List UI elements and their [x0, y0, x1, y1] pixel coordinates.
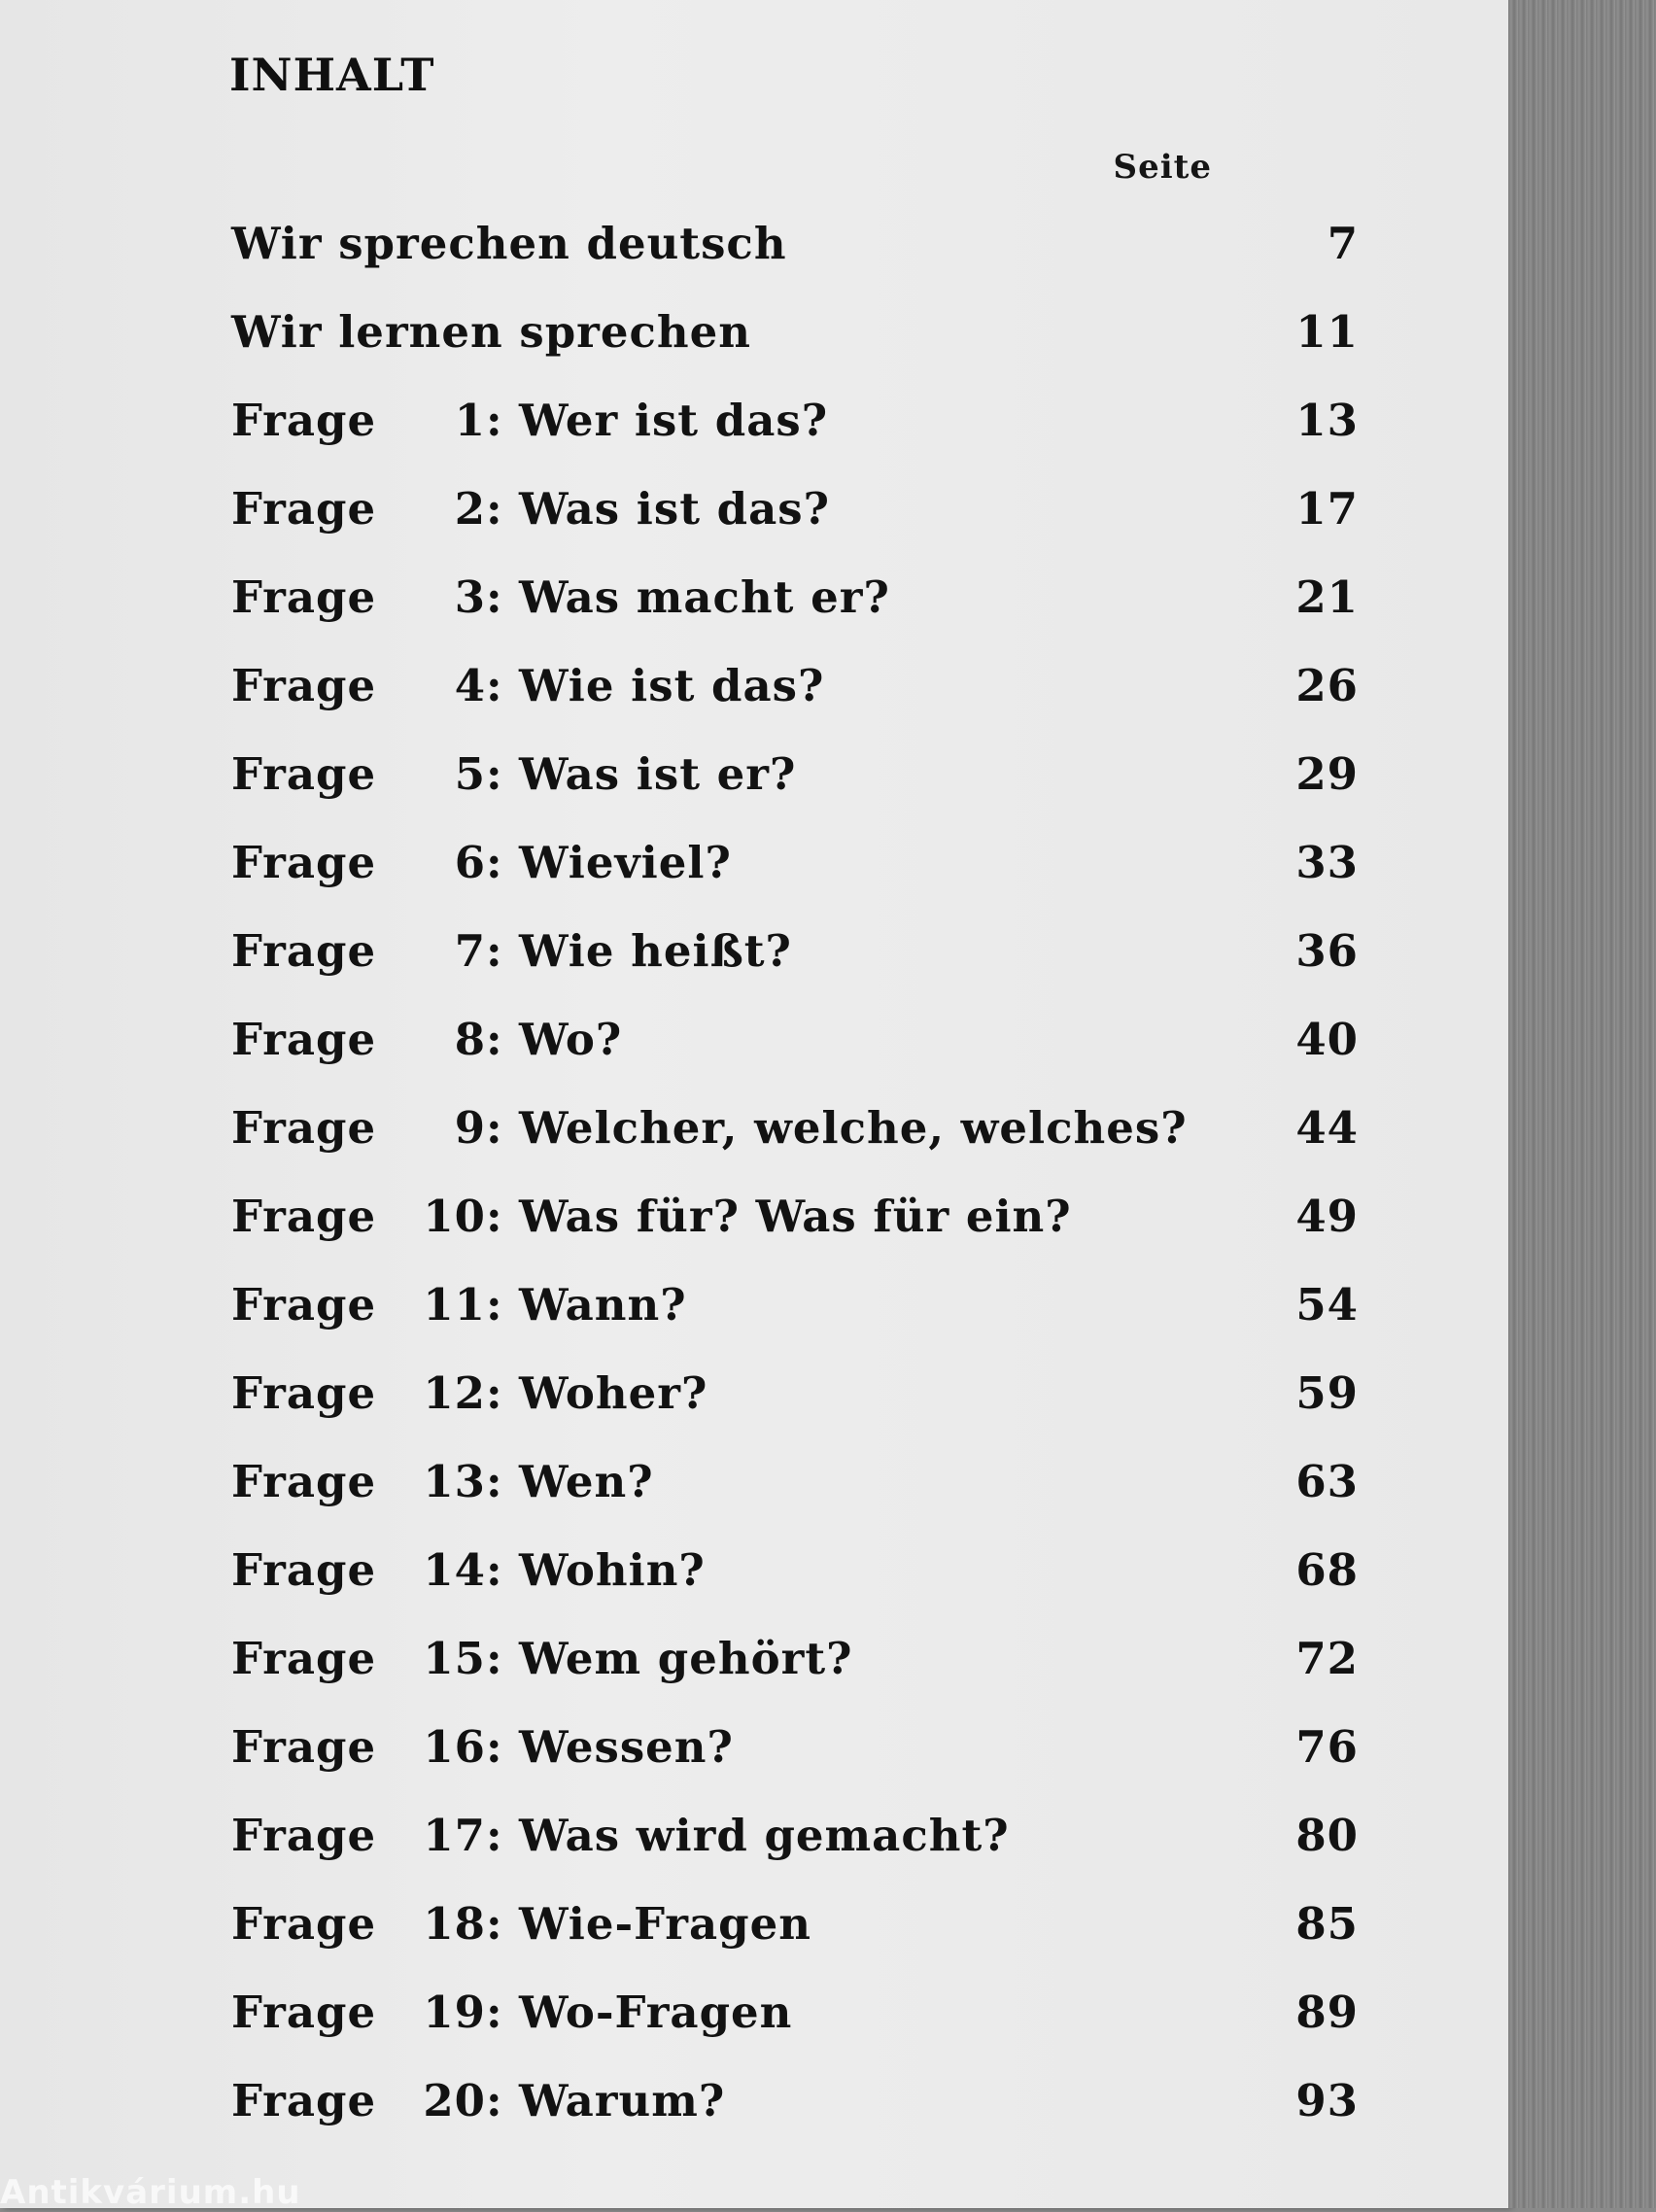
page-edge-background: [1508, 0, 1656, 2208]
watermark: Antikvárium.hu: [0, 2173, 301, 2212]
toc-page-number: 72: [1295, 1633, 1359, 1684]
frage-number: 10: [423, 1191, 486, 1242]
colon-separator: :: [486, 925, 503, 977]
toc-frage-row: [231, 1614, 1359, 1703]
toc-page-number: 54: [1295, 1279, 1359, 1331]
colon-separator: :: [486, 571, 503, 623]
toc-page-number: 36: [1295, 925, 1359, 977]
toc-entry-title: Wer ist das?: [519, 395, 829, 446]
toc-entry-title: Wie ist das?: [519, 660, 825, 711]
colon-separator: :: [486, 660, 503, 711]
toc-frage-row: [231, 1791, 1359, 1880]
toc-intro-row: [231, 199, 1359, 288]
frage-number: 7: [454, 925, 486, 977]
frage-label: Frage: [231, 1544, 377, 1596]
toc-page-number: 49: [1295, 1191, 1359, 1242]
colon-separator: :: [486, 1721, 503, 1773]
colon-separator: :: [486, 1544, 503, 1596]
frage-label: Frage: [231, 1102, 377, 1154]
page-title: INHALT: [229, 49, 435, 101]
frage-label: Frage: [231, 1898, 377, 1950]
toc-page-number: 59: [1295, 1367, 1359, 1419]
colon-separator: :: [486, 1367, 503, 1419]
toc-page-number: 76: [1295, 1721, 1359, 1773]
frage-label: Frage: [231, 1721, 377, 1773]
colon-separator: :: [486, 1987, 503, 2038]
toc-frage-row: [231, 1526, 1359, 1614]
toc-frage-row: [231, 1703, 1359, 1791]
frage-label: Frage: [231, 748, 377, 800]
toc-page-number: 33: [1295, 837, 1359, 888]
frage-label: Frage: [231, 2075, 377, 2126]
toc-entry-title: Wen?: [519, 1456, 654, 1507]
frage-number: 19: [423, 1987, 486, 2038]
frage-label: Frage: [231, 1367, 377, 1419]
toc-page-number: 11: [1295, 306, 1359, 358]
colon-separator: :: [486, 1810, 503, 1861]
colon-separator: :: [486, 1456, 503, 1507]
frage-number: 16: [423, 1721, 486, 1773]
frage-label: Frage: [231, 837, 377, 888]
frage-label: Frage: [231, 1987, 377, 2038]
toc-entry-title: Wessen?: [519, 1721, 734, 1773]
toc-frage-row: [231, 2056, 1359, 2145]
colon-separator: :: [486, 1279, 503, 1331]
toc-entry-title: Welcher, welche, welches?: [519, 1102, 1188, 1154]
frage-label: Frage: [231, 1456, 377, 1507]
colon-separator: :: [486, 395, 503, 446]
colon-separator: :: [486, 483, 503, 535]
frage-number: 4: [454, 660, 486, 711]
toc-entry-title: Wir sprechen deutsch: [231, 218, 787, 269]
toc-entry-title: Wir lernen sprechen: [231, 306, 751, 358]
toc-entry-title: Was ist das?: [519, 483, 830, 535]
frage-label: Frage: [231, 1633, 377, 1684]
frage-number: 18: [423, 1898, 486, 1950]
toc-frage-row: [231, 1437, 1359, 1526]
toc-entry-title: Wann?: [519, 1279, 687, 1331]
toc-entry-title: Wieviel?: [519, 837, 732, 888]
toc-page-number: 44: [1295, 1102, 1359, 1154]
toc-entry-title: Was macht er?: [519, 571, 890, 623]
toc-entry-title: Was wird gemacht?: [519, 1810, 1010, 1861]
toc-frage-row: [231, 995, 1359, 1084]
toc-page-number: 85: [1295, 1898, 1359, 1950]
frage-number: 2: [454, 483, 486, 535]
toc-frage-row: [231, 1084, 1359, 1172]
toc-frage-row: [231, 465, 1359, 553]
colon-separator: :: [486, 1191, 503, 1242]
frage-label: Frage: [231, 660, 377, 711]
toc-page-number: 17: [1295, 483, 1359, 535]
toc-frage-row: [231, 1261, 1359, 1349]
toc-entry-title: Warum?: [519, 2075, 726, 2126]
toc-entry-title: Woher?: [519, 1367, 708, 1419]
toc-entry-title: Wie heißt?: [519, 925, 792, 977]
frage-number: 3: [454, 571, 486, 623]
colon-separator: :: [486, 2075, 503, 2126]
frage-label: Frage: [231, 395, 377, 446]
frage-number: 9: [454, 1102, 486, 1154]
colon-separator: :: [486, 837, 503, 888]
colon-separator: :: [486, 748, 503, 800]
toc-page-number: 26: [1295, 660, 1359, 711]
frage-label: Frage: [231, 571, 377, 623]
toc-page-number: 63: [1295, 1456, 1359, 1507]
frage-number: 8: [454, 1014, 486, 1065]
toc-page-number: 29: [1295, 748, 1359, 800]
toc-frage-row: [231, 1349, 1359, 1437]
table-of-contents: [231, 199, 1359, 2145]
frage-number: 14: [423, 1544, 486, 1596]
toc-page-number: 21: [1295, 571, 1359, 623]
frage-label: Frage: [231, 1014, 377, 1065]
toc-frage-row: [231, 641, 1359, 730]
toc-intro-row: [231, 288, 1359, 376]
frage-label: Frage: [231, 1810, 377, 1861]
frage-number: 20: [423, 2075, 486, 2126]
toc-frage-row: [231, 1172, 1359, 1261]
frage-label: Frage: [231, 1279, 377, 1331]
frage-number: 12: [423, 1367, 486, 1419]
toc-page-number: 93: [1295, 2075, 1359, 2126]
frage-number: 5: [454, 748, 486, 800]
toc-entry-title: Wo-Fragen: [519, 1987, 793, 2038]
frage-label: Frage: [231, 483, 377, 535]
toc-page-number: 7: [1327, 218, 1359, 269]
toc-page-number: 68: [1295, 1544, 1359, 1596]
toc-frage-row: [231, 1880, 1359, 1968]
toc-entry-title: Wohin?: [519, 1544, 706, 1596]
frage-number: 15: [423, 1633, 486, 1684]
frage-number: 11: [423, 1279, 486, 1331]
frage-label: Frage: [231, 925, 377, 977]
colon-separator: :: [486, 1633, 503, 1684]
frage-number: 1: [454, 395, 486, 446]
toc-frage-row: [231, 1968, 1359, 2056]
toc-entry-title: Wo?: [519, 1014, 623, 1065]
colon-separator: :: [486, 1014, 503, 1065]
toc-page-number: 13: [1295, 395, 1359, 446]
frage-number: 17: [423, 1810, 486, 1861]
toc-page-number: 40: [1295, 1014, 1359, 1065]
frage-number: 13: [423, 1456, 486, 1507]
toc-frage-row: [231, 907, 1359, 995]
toc-frage-row: [231, 376, 1359, 465]
toc-entry-title: Wie-Fragen: [519, 1898, 811, 1950]
toc-entry-title: Was ist er?: [519, 748, 797, 800]
colon-separator: :: [486, 1102, 503, 1154]
page-column-label: Seite: [1113, 148, 1212, 187]
toc-frage-row: [231, 730, 1359, 818]
frage-number: 6: [454, 837, 486, 888]
frage-label: Frage: [231, 1191, 377, 1242]
toc-entry-title: Was für? Was für ein?: [519, 1191, 1072, 1242]
toc-page-number: 89: [1295, 1987, 1359, 2038]
toc-frage-row: [231, 818, 1359, 907]
toc-page-number: 80: [1295, 1810, 1359, 1861]
toc-frage-row: [231, 553, 1359, 641]
toc-entry-title: Wem gehört?: [519, 1633, 853, 1684]
colon-separator: :: [486, 1898, 503, 1950]
